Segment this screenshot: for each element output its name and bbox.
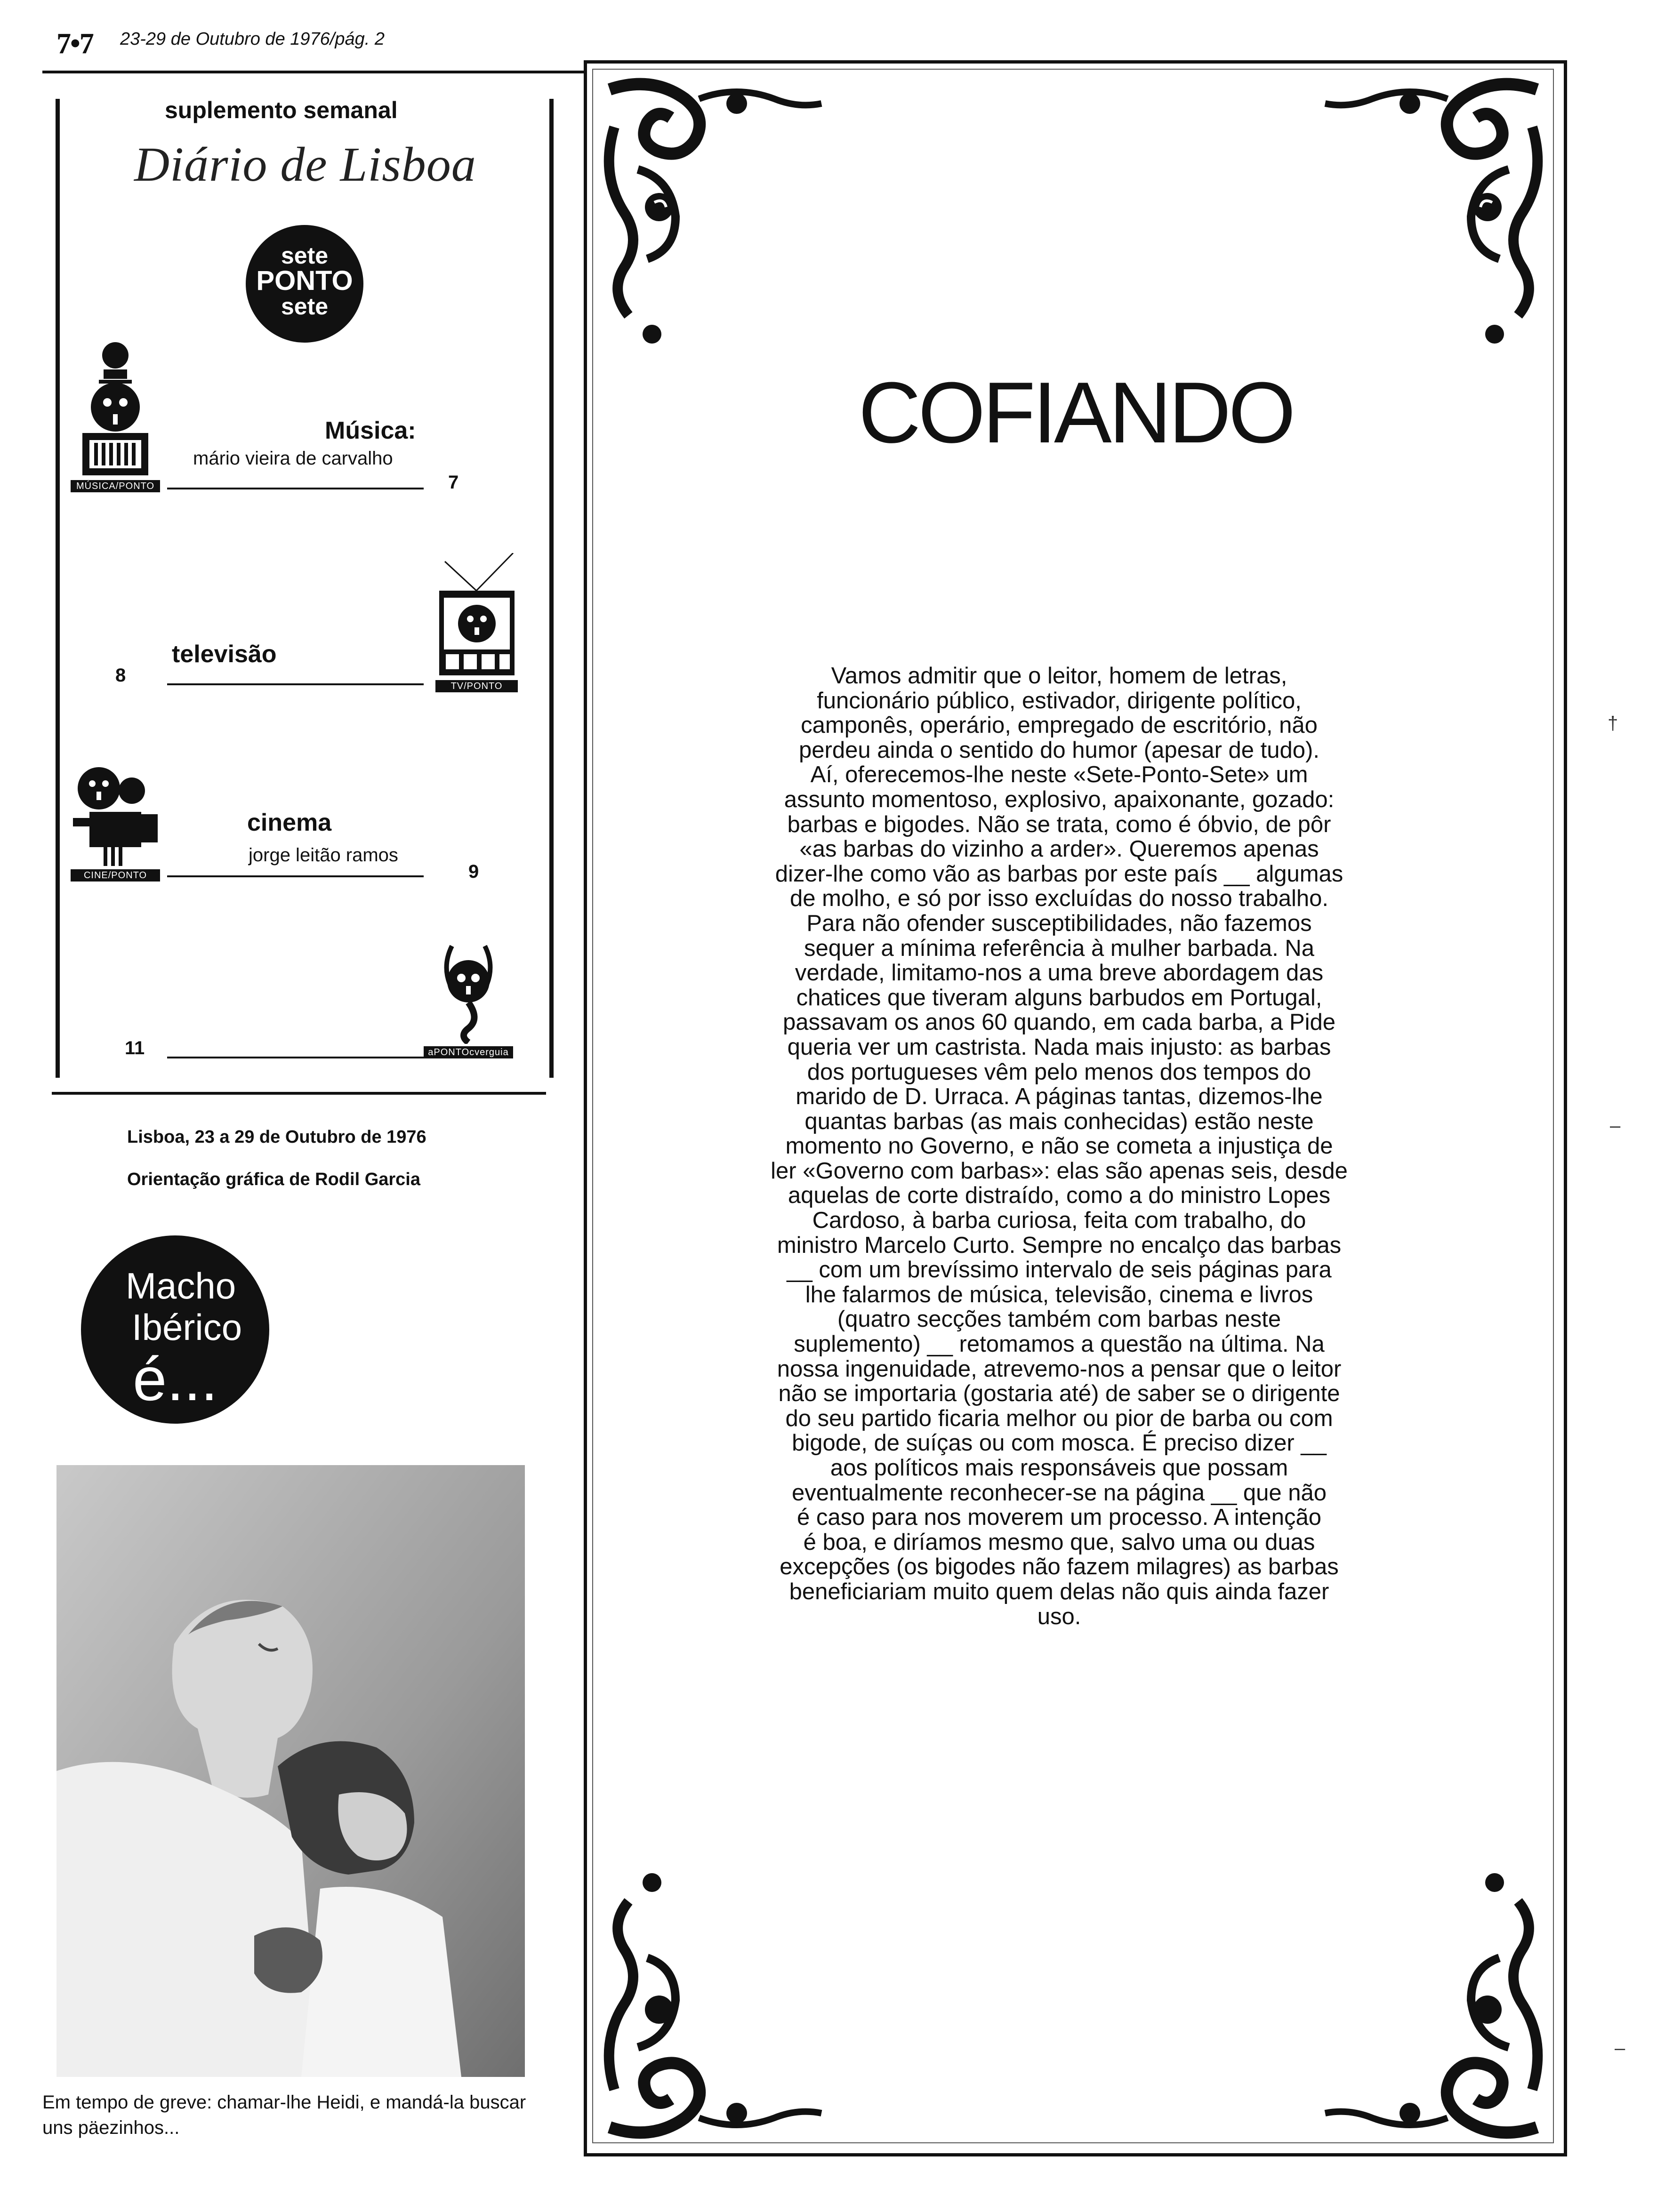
article-line: beneficiariam muito quem delas não quis ainda fazer bbox=[789, 1579, 1329, 1604]
article-line: Vamos admitir que o leitor, homem de letras, bbox=[831, 663, 1287, 689]
article-line: do seu partido ficaria melhor ou pior de barba ou com bbox=[785, 1405, 1333, 1431]
section-author-cinema: jorge leitão ramos bbox=[249, 845, 398, 866]
article-line: momento no Governo, e não se cometa a injustiça de bbox=[785, 1133, 1333, 1159]
tv-icon-label: TV/PONTO bbox=[435, 680, 518, 692]
article-line: barbas e bigodes. Não se trata, como é óbvio, de pôr bbox=[787, 811, 1331, 837]
ornament-corner-top-right bbox=[1287, 71, 1551, 353]
article-line: (quatro secções também com barbas neste bbox=[837, 1306, 1281, 1332]
article-line: aos políticos mais responsáveis que possam bbox=[830, 1455, 1288, 1481]
section-page-music: 7 bbox=[448, 472, 459, 493]
masthead: Diário de Lisboa bbox=[134, 137, 476, 192]
section-rule-music bbox=[167, 488, 424, 489]
sete-ponto-sete-badge bbox=[246, 225, 363, 343]
article-line: é boa, e diríamos mesmo que, salvo uma ou duas bbox=[803, 1529, 1315, 1555]
tv-mask-icon bbox=[435, 553, 518, 692]
article-line: Aí, oferecemos-lhe neste «Sete-Ponto-Sete» um bbox=[810, 762, 1308, 788]
music-icon-label: MÚSICA/PONTO bbox=[71, 480, 160, 492]
article-line: eventualmente reconhecer-se na página __ que não bbox=[792, 1480, 1327, 1506]
top-rule bbox=[42, 71, 584, 73]
article-body bbox=[692, 664, 1426, 1629]
photo-man-woman bbox=[56, 1465, 525, 2077]
article-line: dizer-lhe como vão as barbas por este país __ algumas bbox=[775, 861, 1343, 887]
margin-mark: † bbox=[1608, 713, 1618, 734]
article-line: bigode, de suíças ou com mosca. É preciso dizer __ bbox=[792, 1430, 1327, 1456]
section-rule-cinema bbox=[167, 875, 424, 877]
section-rule-tv bbox=[167, 683, 424, 685]
margin-mark: – bbox=[1610, 1115, 1621, 1136]
article-line: verdade, limitamo-nos a uma breve abordagem das bbox=[795, 960, 1324, 986]
ornament-corner-bottom-right bbox=[1287, 1864, 1551, 2146]
badge-line-3: sete bbox=[281, 293, 329, 320]
dateline: 23-29 de Outubro de 1976/pág. 2 bbox=[120, 29, 385, 49]
article-line: queria ver um castrista. Nada mais injusto: as barbas bbox=[787, 1034, 1331, 1060]
article-line: funcionário público, estivador, dirigente político, bbox=[817, 688, 1302, 713]
ornament-corner-bottom-left bbox=[595, 1864, 859, 2146]
article-line: Cardoso, à barba curiosa, feita com trabalho, do bbox=[812, 1208, 1306, 1234]
section-author-music: mário vieira de carvalho bbox=[193, 448, 393, 469]
section-rule-11 bbox=[167, 1057, 424, 1058]
article-line: Para não ofender susceptibilidades, não fazemos bbox=[806, 910, 1312, 936]
article-line: excepções (os bigodes não fazem milagres) as barbas bbox=[780, 1554, 1339, 1580]
article-line: ler «Governo com barbas»: elas são apenas seis, desde bbox=[771, 1158, 1348, 1184]
margin-mark: – bbox=[1615, 2038, 1625, 2059]
music-mask-icon bbox=[71, 337, 160, 492]
section-page-tv: 8 bbox=[115, 665, 126, 686]
article-line: perdeu ainda o sentido do humor (apesar de tudo). bbox=[799, 737, 1319, 763]
article-line: é caso para nos moverem um processo. A intenção bbox=[797, 1505, 1321, 1531]
cinema-icon-label: CINE/PONTO bbox=[71, 869, 160, 882]
article-line: suplemento) __ retomamos a questão na última. Na bbox=[794, 1331, 1325, 1357]
article-line: lhe falarmos de música, televisão, cinema e livros bbox=[805, 1282, 1313, 1307]
article-line: camponês, operário, empregado de escritório, não bbox=[801, 713, 1318, 738]
article-line: nossa ingenuidade, atrevemo-nos a pensar que o leitor bbox=[777, 1356, 1342, 1382]
laurel-mask-icon bbox=[424, 937, 513, 1057]
section-title-tv: televisão bbox=[172, 641, 277, 668]
article-line: ministro Marcelo Curto. Sempre no encalço das barbas bbox=[777, 1232, 1342, 1258]
article-line: chatices que tiveram alguns barbudos em Portugal, bbox=[796, 985, 1322, 1010]
macho-iberico-badge bbox=[81, 1235, 269, 1424]
section-page-cinema: 9 bbox=[468, 861, 479, 882]
graphic-credit: Orientação gráfica de Rodil Garcia bbox=[127, 1170, 420, 1189]
ornament-corner-top-left bbox=[595, 71, 859, 353]
article-line: quantas barbas (as mais conhecidas) estão neste bbox=[804, 1108, 1314, 1134]
index-bottom-rule bbox=[52, 1092, 546, 1095]
article-line: __ com um brevíssimo intervalo de seis páginas para bbox=[787, 1257, 1332, 1283]
article-line: «as barbas do vizinho a arder». Queremos apenas bbox=[799, 836, 1319, 862]
article-line: marido de D. Urraca. A páginas tantas, dizemos-lhe bbox=[796, 1084, 1323, 1110]
promo-line-1: Macho bbox=[126, 1265, 236, 1306]
article-line: uso. bbox=[1037, 1603, 1081, 1629]
promo-line-2: Ibérico bbox=[132, 1306, 242, 1348]
article-line: sequer a mínima referência à mulher barbada. Na bbox=[804, 935, 1314, 961]
publication-logo: 7•7 bbox=[56, 28, 93, 60]
supplement-label: suplemento semanal bbox=[165, 97, 398, 123]
issue-date-line: Lisboa, 23 a 29 de Outubro de 1976 bbox=[127, 1127, 426, 1147]
section-title-music: Música: bbox=[325, 417, 416, 444]
photo-caption: Em tempo de greve: chamar-lhe Heidi, e mandá-la buscar uns päezinhos... bbox=[42, 2092, 526, 2138]
article-line: de molho, e só por isso excluídas do nosso trabalho. bbox=[789, 886, 1328, 912]
article-line: dos portugueses vêm pelo menos dos tempos do bbox=[807, 1059, 1311, 1085]
badge-line-2: PONTO bbox=[256, 265, 353, 296]
article-line: assunto momentoso, explosivo, apaixonante, gozado: bbox=[784, 786, 1335, 812]
section-page-11: 11 bbox=[125, 1038, 145, 1058]
promo-line-3: é... bbox=[133, 1345, 218, 1413]
article-line: passavam os anos 60 quando, em cada barba, a Pide bbox=[782, 1010, 1336, 1035]
badge-line-1: sete bbox=[281, 242, 329, 269]
article-headline: COFIANDO bbox=[858, 364, 1293, 461]
article-line: aquelas de corte distraído, como a do ministro Lopes bbox=[788, 1183, 1331, 1209]
film-camera-mask-icon bbox=[71, 762, 160, 880]
laurel-icon-label: aPONTOcverguia bbox=[424, 1046, 513, 1058]
section-title-cinema: cinema bbox=[247, 809, 332, 836]
article-line: não se importaria (gostaria até) de saber se o dirigente bbox=[778, 1381, 1340, 1407]
